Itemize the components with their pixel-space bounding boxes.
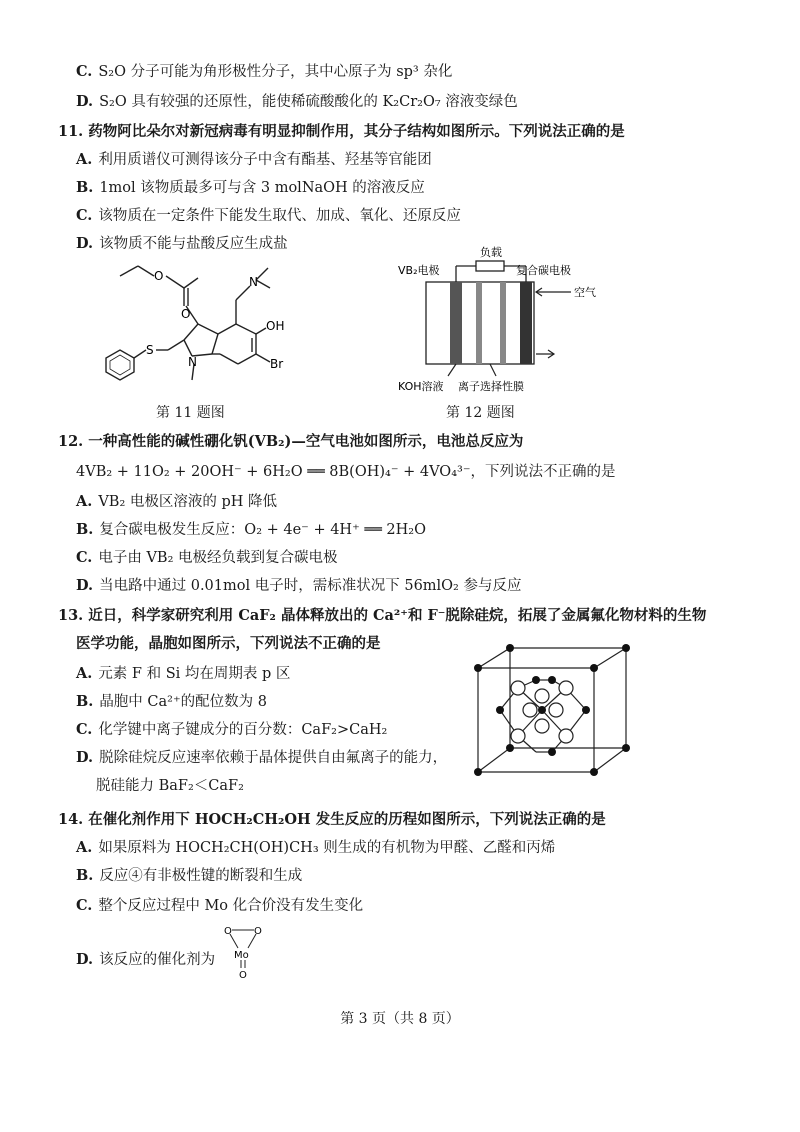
q13-crystal-cell-figure: [466, 640, 636, 780]
option-letter: B.: [76, 867, 94, 884]
option-letter: A.: [76, 839, 93, 856]
option-letter: C.: [76, 897, 93, 914]
koh-label: KOH溶液: [398, 380, 444, 393]
carbon-electrode: [520, 282, 532, 364]
option-text: 整个反应过程中 Mo 化合价没有发生变化: [98, 898, 364, 914]
atom-oh: OH: [266, 319, 285, 333]
q11-molecule-figure: [80, 258, 310, 398]
option-text: 脱除硅烷反应速率依赖于晶体提供自由氟离子的能力，: [99, 750, 448, 766]
option-text: 该物质不能与盐酸反应生成盐: [99, 236, 288, 252]
option-letter: D.: [76, 235, 94, 252]
q12-equation: 4VB₂ + 11O₂ + 20OH⁻ + 6H₂O ══ 8B(OH)₄⁻ + 4VO₄³⁻，下列说法不正确的是: [76, 464, 616, 480]
option-text: 利用质谱仪可测得该分子中含有酯基、羟基等官能团: [98, 152, 432, 168]
ion-membrane-right: [500, 282, 506, 364]
air-label: 空气: [574, 286, 596, 299]
option-text: 化学键中离子键成分的百分数：CaF₂>CaH₂: [98, 722, 388, 738]
q12-option-d: [76, 576, 521, 596]
q14-option-c: [76, 896, 363, 916]
q14-stem: 14. 在催化剂作用下 HOCH₂CH₂OH 发生反应的历程如图所示，下列说法正确的是: [58, 811, 606, 828]
q12-figure-caption: 第 12 题图: [446, 405, 515, 421]
vb2-electrode: [450, 282, 462, 364]
option-text: 当电路中通过 0.01mol 电子时，需标准状况下 56mlO₂ 参与反应: [99, 578, 522, 594]
option-letter: D.: [76, 577, 94, 594]
catalyst-o1: O: [224, 926, 232, 937]
atom-br: Br: [270, 357, 284, 371]
atom-s: S: [146, 343, 154, 357]
q13-option-c: [76, 720, 387, 740]
q13-option-d: [76, 748, 447, 768]
q13-option-b: [76, 692, 267, 712]
option-letter: C.: [76, 63, 93, 80]
q11-option-b: [76, 178, 425, 198]
option-text: 元素 F 和 Si 均在周期表 p 区: [98, 666, 291, 682]
q12-option-a: [76, 492, 277, 512]
option-letter: B.: [76, 693, 94, 710]
page-footer: 第 3 页（共 8 页）: [340, 1011, 460, 1027]
q11-figure-caption: 第 11 题图: [156, 405, 225, 421]
option-letter: A.: [76, 151, 93, 168]
catalyst-mo: Mo: [234, 950, 249, 961]
option-letter: A.: [76, 493, 93, 510]
option-letter: B.: [76, 521, 94, 538]
option-letter: B.: [76, 179, 94, 196]
q14-option-d: [76, 950, 215, 970]
option-letter: C.: [76, 207, 93, 224]
catalyst-o2: O: [254, 926, 262, 937]
atom-n-ring: N: [188, 355, 197, 369]
option-text: 该物质在一定条件下能发生取代、加成、氧化、还原反应: [98, 208, 461, 224]
atom-o2: O: [181, 307, 191, 321]
q11-option-c: [76, 206, 461, 226]
q11-stem: 11. 药物阿比朵尔对新冠病毒有明显抑制作用，其分子结构如图所示。下列说法正确的是: [58, 123, 625, 140]
q13-option-a: [76, 664, 290, 684]
q12-option-c: [76, 548, 338, 568]
q11-option-a: [76, 150, 432, 170]
ion-membrane-left: [476, 282, 482, 364]
q12-stem: 12. 一种高性能的碱性硼化钒(VB₂)—空气电池如图所示，电池总反应为: [58, 433, 524, 450]
option-text: VB₂ 电极区溶液的 pH 降低: [98, 494, 278, 510]
option-text: 反应④有非极性键的断裂和生成: [99, 868, 303, 884]
q13-stem-line1: 13. 近日，科学家研究利用 CaF₂ 晶体释放出的 Ca²⁺和 F⁻脱除硅烷，拓展了金属氟化物材料的生物: [58, 607, 707, 624]
option-text: 如果原料为 HOCH₂CH(OH)CH₃ 则生成的有机物为甲醛、乙醛和丙烯: [98, 840, 556, 856]
option-letter: D.: [76, 951, 94, 968]
q12-battery-figure: [396, 244, 606, 394]
option-text: 复合碳电极发生反应：O₂ + 4e⁻ + 4H⁺ ══ 2H₂O: [99, 522, 426, 538]
option-letter: D.: [76, 749, 94, 766]
q14-catalyst-structure: [218, 918, 268, 980]
q14-option-b: [76, 866, 302, 886]
q13-stem-line2: 医学功能，晶胞如图所示，下列说法不正确的是: [76, 635, 381, 652]
option-letter: C.: [76, 549, 93, 566]
q10-option-d: [76, 92, 518, 112]
option-letter: A.: [76, 665, 93, 682]
option-text: 电子由 VB₂ 电极经负载到复合碳电极: [98, 550, 338, 566]
option-text: S₂O 具有较强的还原性，能使稀硫酸酸化的 K₂Cr₂O₇ 溶液变绿色: [99, 94, 518, 110]
carbon-electrode-label: 复合碳电极: [516, 264, 571, 277]
option-letter: D.: [76, 93, 94, 110]
atom-o1: O: [154, 269, 164, 283]
option-text: S₂O 分子可能为角形极性分子，其中心原子为 sp³ 杂化: [98, 64, 453, 80]
option-text: 该反应的催化剂为: [99, 952, 216, 968]
option-text: 1mol 该物质最多可与含 3 molNaOH 的溶液反应: [99, 180, 425, 196]
atom-n-amine: N: [249, 275, 258, 289]
q13-option-d-cont: 脱硅能力 BaF₂＜CaF₂: [96, 778, 244, 794]
q12-option-b: [76, 520, 426, 540]
q11-option-d: [76, 234, 288, 254]
catalyst-o3: O: [239, 970, 247, 980]
membrane-label: 离子选择性膜: [458, 380, 524, 393]
option-letter: C.: [76, 721, 93, 738]
vb2-electrode-label: VB₂电极: [398, 264, 440, 277]
option-text: 晶胞中 Ca²⁺的配位数为 8: [99, 694, 267, 710]
q10-option-c: [76, 62, 452, 82]
q14-option-a: [76, 838, 555, 858]
load-label: 负载: [480, 246, 502, 259]
